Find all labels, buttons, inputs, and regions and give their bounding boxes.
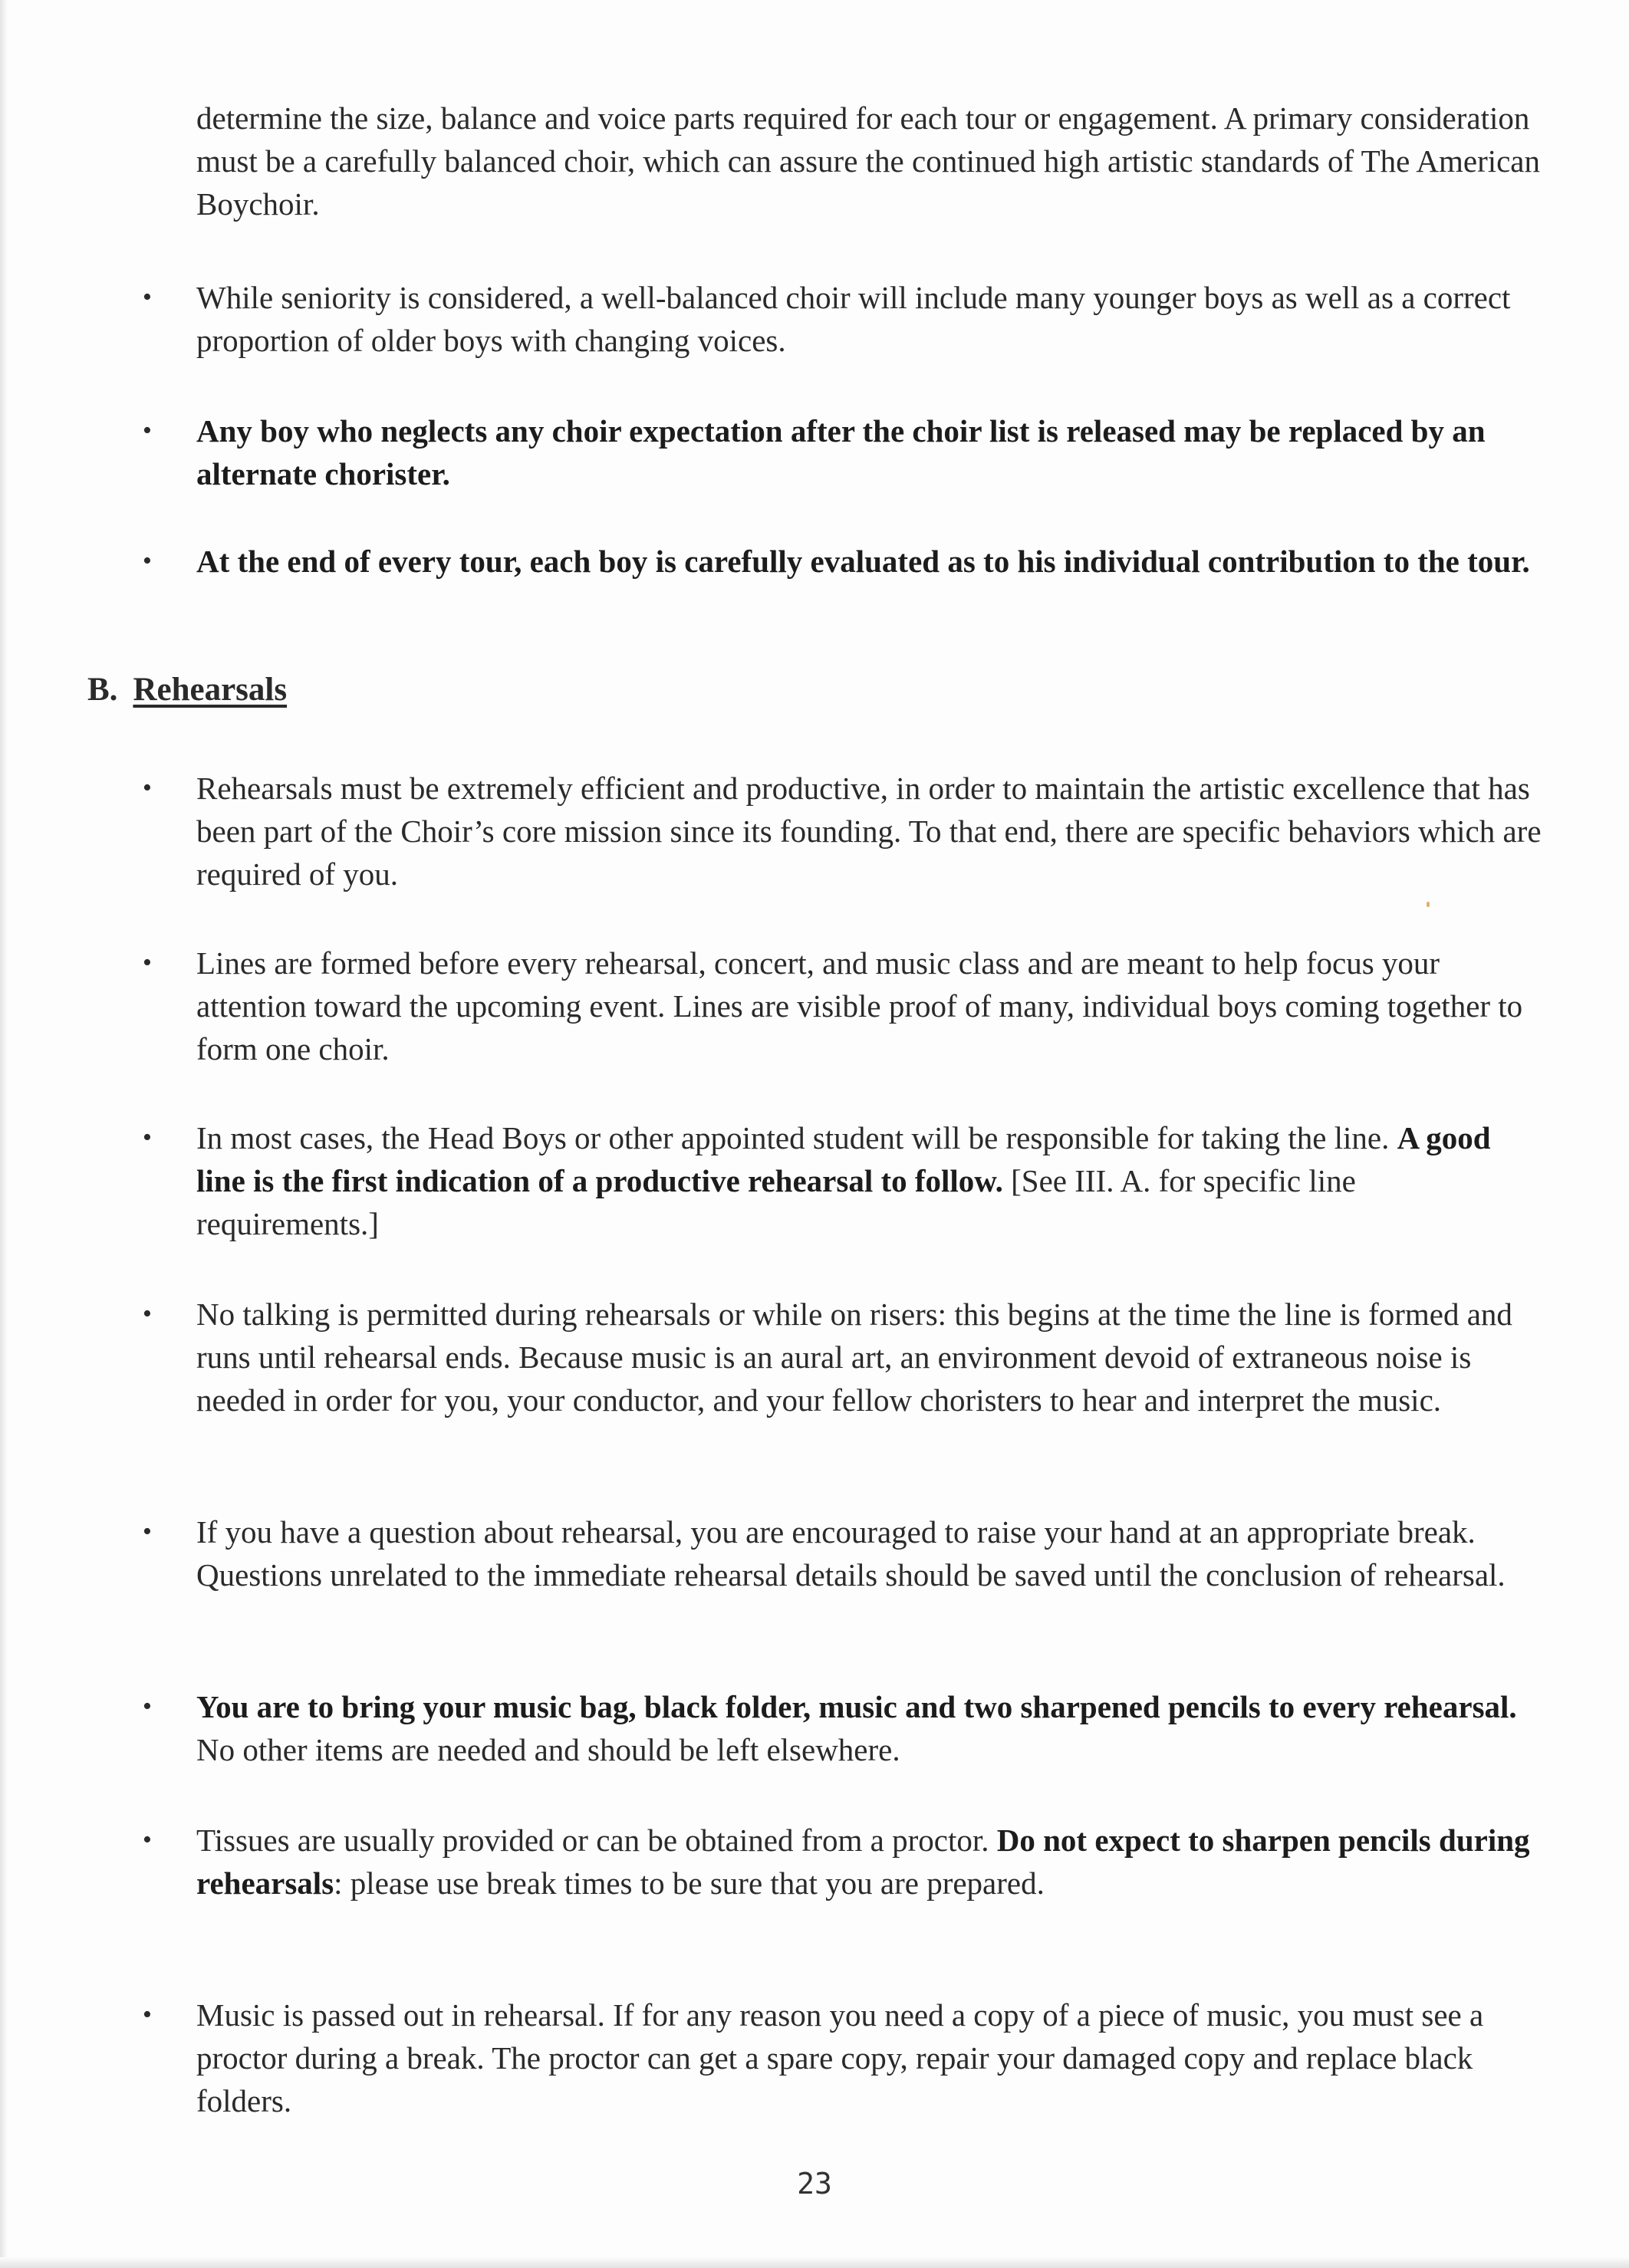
- section-heading-rehearsals: [87, 669, 287, 712]
- bold-text: Any boy who neglects any choir expectation after the choir list is released may be replaced by an alternate chorister.: [196, 413, 1486, 491]
- bullet-dot: •: [143, 774, 152, 802]
- section-letter: B.: [87, 672, 118, 708]
- bullet-dot: •: [143, 547, 152, 575]
- plain-text: No other items are needed and should be left elsewhere.: [196, 1732, 900, 1767]
- bullet-dot: •: [143, 1300, 152, 1328]
- bullet-tissues-pencils: [196, 1819, 1546, 1905]
- bold-text: A good line is the first indication of a productive rehearsal to follow.: [196, 1120, 1491, 1198]
- page-bottom-edge-shadow: [0, 2257, 1629, 2268]
- bullet-efficient-rehearsals: Rehearsals must be extremely efficient and productive, in order to maintain the artistic excellence that has been part of the Choir’s core mission since its founding. To that end, there are specific behaviors which are required of you.: [196, 771, 1542, 892]
- plain-text: : please use break times to be sure that you are prepared.: [334, 1865, 1045, 1901]
- bold-text: At the end of every tour, each boy is carefully evaluated as to his individual contribution to the tour.: [196, 544, 1530, 579]
- bullet-dot: •: [143, 416, 152, 445]
- bullet-head-boys: [196, 1116, 1546, 1245]
- bullet-dot: •: [143, 1692, 152, 1721]
- bullet-seniority: While seniority is considered, a well-balanced choir will include many younger boys as well as a correct proportion of older boys with changing voices.: [196, 280, 1511, 358]
- bullet-dot: •: [143, 1517, 152, 1546]
- bullet-music-copies: Music is passed out in rehearsal. If for any reason you need a copy of a piece of music, you must see a proctor during a break. The proctor can get a spare copy, repair your damaged copy and replace black folders.: [196, 1997, 1484, 2118]
- plain-text: [See III. A. for specific line requirements.]: [196, 1163, 1356, 1241]
- bullet-dot: •: [143, 948, 152, 977]
- bullet-dot: •: [143, 2000, 152, 2029]
- bullet-tour-evaluation: [196, 540, 1546, 583]
- page-left-edge-shadow: [0, 0, 8, 2268]
- bullet-dot: •: [143, 1826, 152, 1854]
- bullet-neglect-expectation: [196, 409, 1546, 495]
- bullet-bring-materials: [196, 1685, 1546, 1771]
- bullet-dot: •: [143, 1123, 152, 1152]
- bullet-no-talking: No talking is permitted during rehearsals or while on risers: this begins at the time the line is formed and runs until rehearsal ends. Because music is an aural art, an environment devoid of extraneous noise is needed in order for you, your conductor, and your fellow choristers to hear and interpret the music.: [196, 1297, 1512, 1418]
- page-number: 23: [797, 2167, 832, 2201]
- bold-text: You are to bring your music bag, black folder, music and two sharpened pencils to every rehearsal.: [196, 1689, 1517, 1724]
- bullet-questions: If you have a question about rehearsal, you are encouraged to raise your hand at an appropriate break. Questions unrelated to the immediate rehearsal details should be saved until the conclusion of rehearsal.: [196, 1514, 1506, 1593]
- section-title: Rehearsals: [133, 672, 288, 708]
- bullet-dot: •: [143, 283, 152, 311]
- bold-text: Do not expect to sharpen pencils during rehearsals: [196, 1823, 1530, 1901]
- plain-text: In most cases, the Head Boys or other appointed student will be responsible for taking the line.: [196, 1120, 1397, 1155]
- bullet-lines-formed: Lines are formed before every rehearsal, concert, and music class and are meant to help focus your attention toward the upcoming event. Lines are visible proof of many, individual boys coming together to form one choir.: [196, 945, 1523, 1067]
- scan-speck: [1427, 902, 1430, 907]
- intro-paragraph: determine the size, balance and voice parts required for each tour or engagement. A primary consideration must be a carefully balanced choir, which can assure the continued high artistic standards of The American Boychoir.: [196, 100, 1541, 222]
- plain-text: Tissues are usually provided or can be obtained from a proctor.: [196, 1823, 997, 1858]
